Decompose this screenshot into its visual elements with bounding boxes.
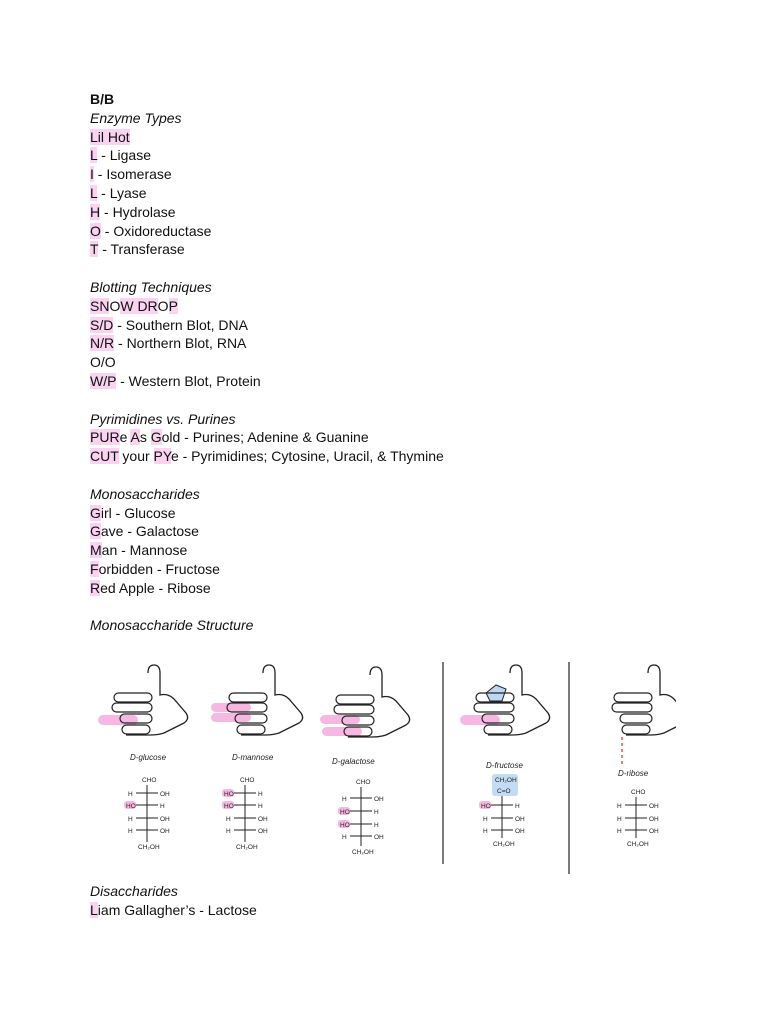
mnemonic-part: O xyxy=(157,297,169,314)
list-item-text: an - Mannose xyxy=(101,542,188,559)
mnemonic-part: PUR xyxy=(90,429,120,446)
spacer xyxy=(90,598,710,617)
list-item xyxy=(90,504,710,523)
fructose-label: D-fructose xyxy=(486,761,523,770)
svg-text:CH₂OH: CH₂OH xyxy=(627,841,649,848)
mnemonic-letter: N/R xyxy=(90,335,115,352)
svg-text:H: H xyxy=(483,816,488,823)
disaccharides-section xyxy=(90,882,710,920)
svg-text:CHO: CHO xyxy=(240,777,255,784)
mnemonic-part: G xyxy=(150,429,162,446)
list-item xyxy=(90,165,710,184)
mnemonic-letter: G xyxy=(90,523,101,540)
svg-text:H: H xyxy=(374,822,379,829)
svg-text:OH: OH xyxy=(374,834,384,841)
enzyme-heading: Enzyme Types xyxy=(90,109,182,126)
mnemonic-part: CUT xyxy=(90,448,119,465)
list-item-text: - Northern Blot, RNA xyxy=(114,335,247,352)
mnemonic-letter: G xyxy=(90,504,101,521)
list-item xyxy=(90,541,710,560)
svg-text:H: H xyxy=(128,816,133,823)
list-item-text: - Oxidoreductase xyxy=(100,222,212,239)
mnemonic-letter: L xyxy=(90,147,98,164)
document-body xyxy=(90,90,710,635)
svg-text:H: H xyxy=(483,828,488,835)
mnemonic-part: SN xyxy=(90,297,110,314)
structure-heading: Monosaccharide Structure xyxy=(90,617,254,634)
svg-text:CHO: CHO xyxy=(631,789,646,796)
list-item-text: ed Apple - Ribose xyxy=(100,579,211,596)
svg-text:HO: HO xyxy=(340,822,350,829)
svg-text:OH: OH xyxy=(160,791,170,798)
svg-text:OH: OH xyxy=(258,816,268,823)
list-item-text: orbidden - Fructose xyxy=(98,560,220,577)
mnemonic-letter: R xyxy=(90,579,101,596)
mnemonic-part: P xyxy=(168,297,178,314)
list-item-text: - Isomerase xyxy=(93,166,172,183)
galactose-structure xyxy=(338,779,384,856)
list-item xyxy=(90,901,710,920)
list-item xyxy=(90,240,710,259)
list-item-text: - Hydrolase xyxy=(100,203,176,220)
svg-text:H: H xyxy=(258,791,263,798)
list-item xyxy=(90,203,710,222)
glucose-label: D-glucose xyxy=(130,753,167,762)
mnemonic-letter: F xyxy=(90,560,99,577)
mnemonic-part: A xyxy=(130,429,140,446)
svg-text:HO: HO xyxy=(481,803,491,810)
mnemonic-letter: I xyxy=(90,166,94,183)
list-item-text: - Lyase xyxy=(97,184,147,201)
svg-text:OH: OH xyxy=(160,828,170,835)
list-item xyxy=(90,316,710,335)
list-item-text: irl - Glucose xyxy=(100,504,176,521)
mnemonic-letter: H xyxy=(90,203,101,220)
glucose-hand xyxy=(98,665,188,735)
mnemonic-letter: O xyxy=(90,222,101,239)
list-item-text: - Western Blot, Protein xyxy=(116,372,261,389)
enzyme-mnemonic-text: Lil Hot xyxy=(90,128,130,145)
list-item-text: - Transferase xyxy=(98,241,185,258)
svg-text:H: H xyxy=(617,816,622,823)
purines-heading: Pyrimidines vs. Purines xyxy=(90,410,236,427)
mnemonic-letter: S/D xyxy=(90,316,114,333)
list-item-text: - Ligase xyxy=(97,147,151,164)
svg-text:H: H xyxy=(374,809,379,816)
doc-title: B/B xyxy=(90,91,115,107)
spacer xyxy=(90,466,710,485)
list-item-text: old - Purines; Adenine & Guanine xyxy=(161,429,369,446)
mannose-hand xyxy=(211,665,303,735)
svg-text:H: H xyxy=(342,834,347,841)
list-item-text: iam Gallagher’s - Lactose xyxy=(97,901,257,918)
list-item-text: ave - Galactose xyxy=(100,523,199,540)
fructose-structure xyxy=(479,774,525,848)
enzyme-mnemonic xyxy=(90,128,710,147)
svg-text:H: H xyxy=(617,803,622,810)
list-item xyxy=(90,447,710,466)
svg-text:OH: OH xyxy=(258,828,268,835)
svg-text:H: H xyxy=(342,796,347,803)
list-item-text: e - Pyrimidines; Cytosine, Uracil, & Thymine xyxy=(170,448,444,465)
svg-text:HO: HO xyxy=(224,803,234,810)
ribose-hand xyxy=(612,665,676,767)
svg-text:H: H xyxy=(617,828,622,835)
mnemonic-letter: W/P xyxy=(90,372,117,389)
list-item xyxy=(90,222,710,241)
svg-text:H: H xyxy=(128,791,133,798)
svg-text:HO: HO xyxy=(224,791,234,798)
list-item xyxy=(90,184,710,203)
list-item xyxy=(90,522,710,541)
blotting-mnemonic xyxy=(90,297,710,316)
mnemonic-letter: L xyxy=(90,901,98,918)
svg-text:CH₂OH: CH₂OH xyxy=(493,841,515,848)
galactose-hand xyxy=(320,667,410,737)
svg-text:CH₂OH: CH₂OH xyxy=(236,844,258,851)
mnemonic-part: PY xyxy=(153,448,171,465)
glucose-structure xyxy=(124,777,170,851)
ribose-structure xyxy=(617,789,659,848)
mnemonic-part: O xyxy=(109,297,121,314)
spacer xyxy=(90,391,710,410)
svg-text:HO: HO xyxy=(126,803,136,810)
svg-text:CHO: CHO xyxy=(356,779,371,786)
di-heading: Disaccharides xyxy=(90,883,178,899)
list-item xyxy=(90,428,710,447)
svg-text:CH₂OH: CH₂OH xyxy=(352,849,374,856)
mnemonic-letter: T xyxy=(90,241,99,258)
hand-diagram xyxy=(90,642,676,874)
svg-text:H: H xyxy=(160,803,165,810)
svg-text:H: H xyxy=(226,816,231,823)
svg-text:OH: OH xyxy=(649,828,659,835)
svg-text:OH: OH xyxy=(649,803,659,810)
monosaccharide-figure xyxy=(90,642,676,874)
list-item-text: O/O xyxy=(90,354,116,371)
svg-text:HO: HO xyxy=(340,809,350,816)
blotting-heading: Blotting Techniques xyxy=(90,278,212,295)
svg-text:OH: OH xyxy=(515,828,525,835)
mnemonic-letter: L xyxy=(90,184,98,201)
mono-heading: Monosaccharides xyxy=(90,485,200,502)
svg-text:C=O: C=O xyxy=(497,788,511,795)
galactose-label: D-galactose xyxy=(332,757,375,766)
mnemonic-part: W DR xyxy=(120,297,158,314)
list-item xyxy=(90,560,710,579)
svg-text:CH₂OH: CH₂OH xyxy=(495,777,517,784)
spacer xyxy=(90,259,710,278)
svg-text:OH: OH xyxy=(649,816,659,823)
svg-text:H: H xyxy=(515,803,520,810)
list-item xyxy=(90,334,710,353)
svg-text:OH: OH xyxy=(374,796,384,803)
svg-text:OH: OH xyxy=(160,816,170,823)
ribose-label: D-ribose xyxy=(618,769,649,778)
fructose-hand xyxy=(460,665,550,735)
svg-text:H: H xyxy=(226,828,231,835)
mnemonic-part: e xyxy=(119,429,131,446)
svg-text:CH₂OH: CH₂OH xyxy=(138,844,160,851)
svg-text:H: H xyxy=(258,803,263,810)
list-item xyxy=(90,579,710,598)
list-item xyxy=(90,372,710,391)
mnemonic-letter: M xyxy=(90,542,102,559)
mannose-label: D-mannose xyxy=(232,753,274,762)
list-item xyxy=(90,353,710,372)
svg-text:H: H xyxy=(128,828,133,835)
list-item xyxy=(90,146,710,165)
mannose-structure xyxy=(222,777,268,851)
svg-text:OH: OH xyxy=(515,816,525,823)
svg-text:CHO: CHO xyxy=(142,777,157,784)
list-item-text: - Southern Blot, DNA xyxy=(113,316,248,333)
mnemonic-part: your xyxy=(118,448,154,465)
mnemonic-part: s xyxy=(139,429,151,446)
